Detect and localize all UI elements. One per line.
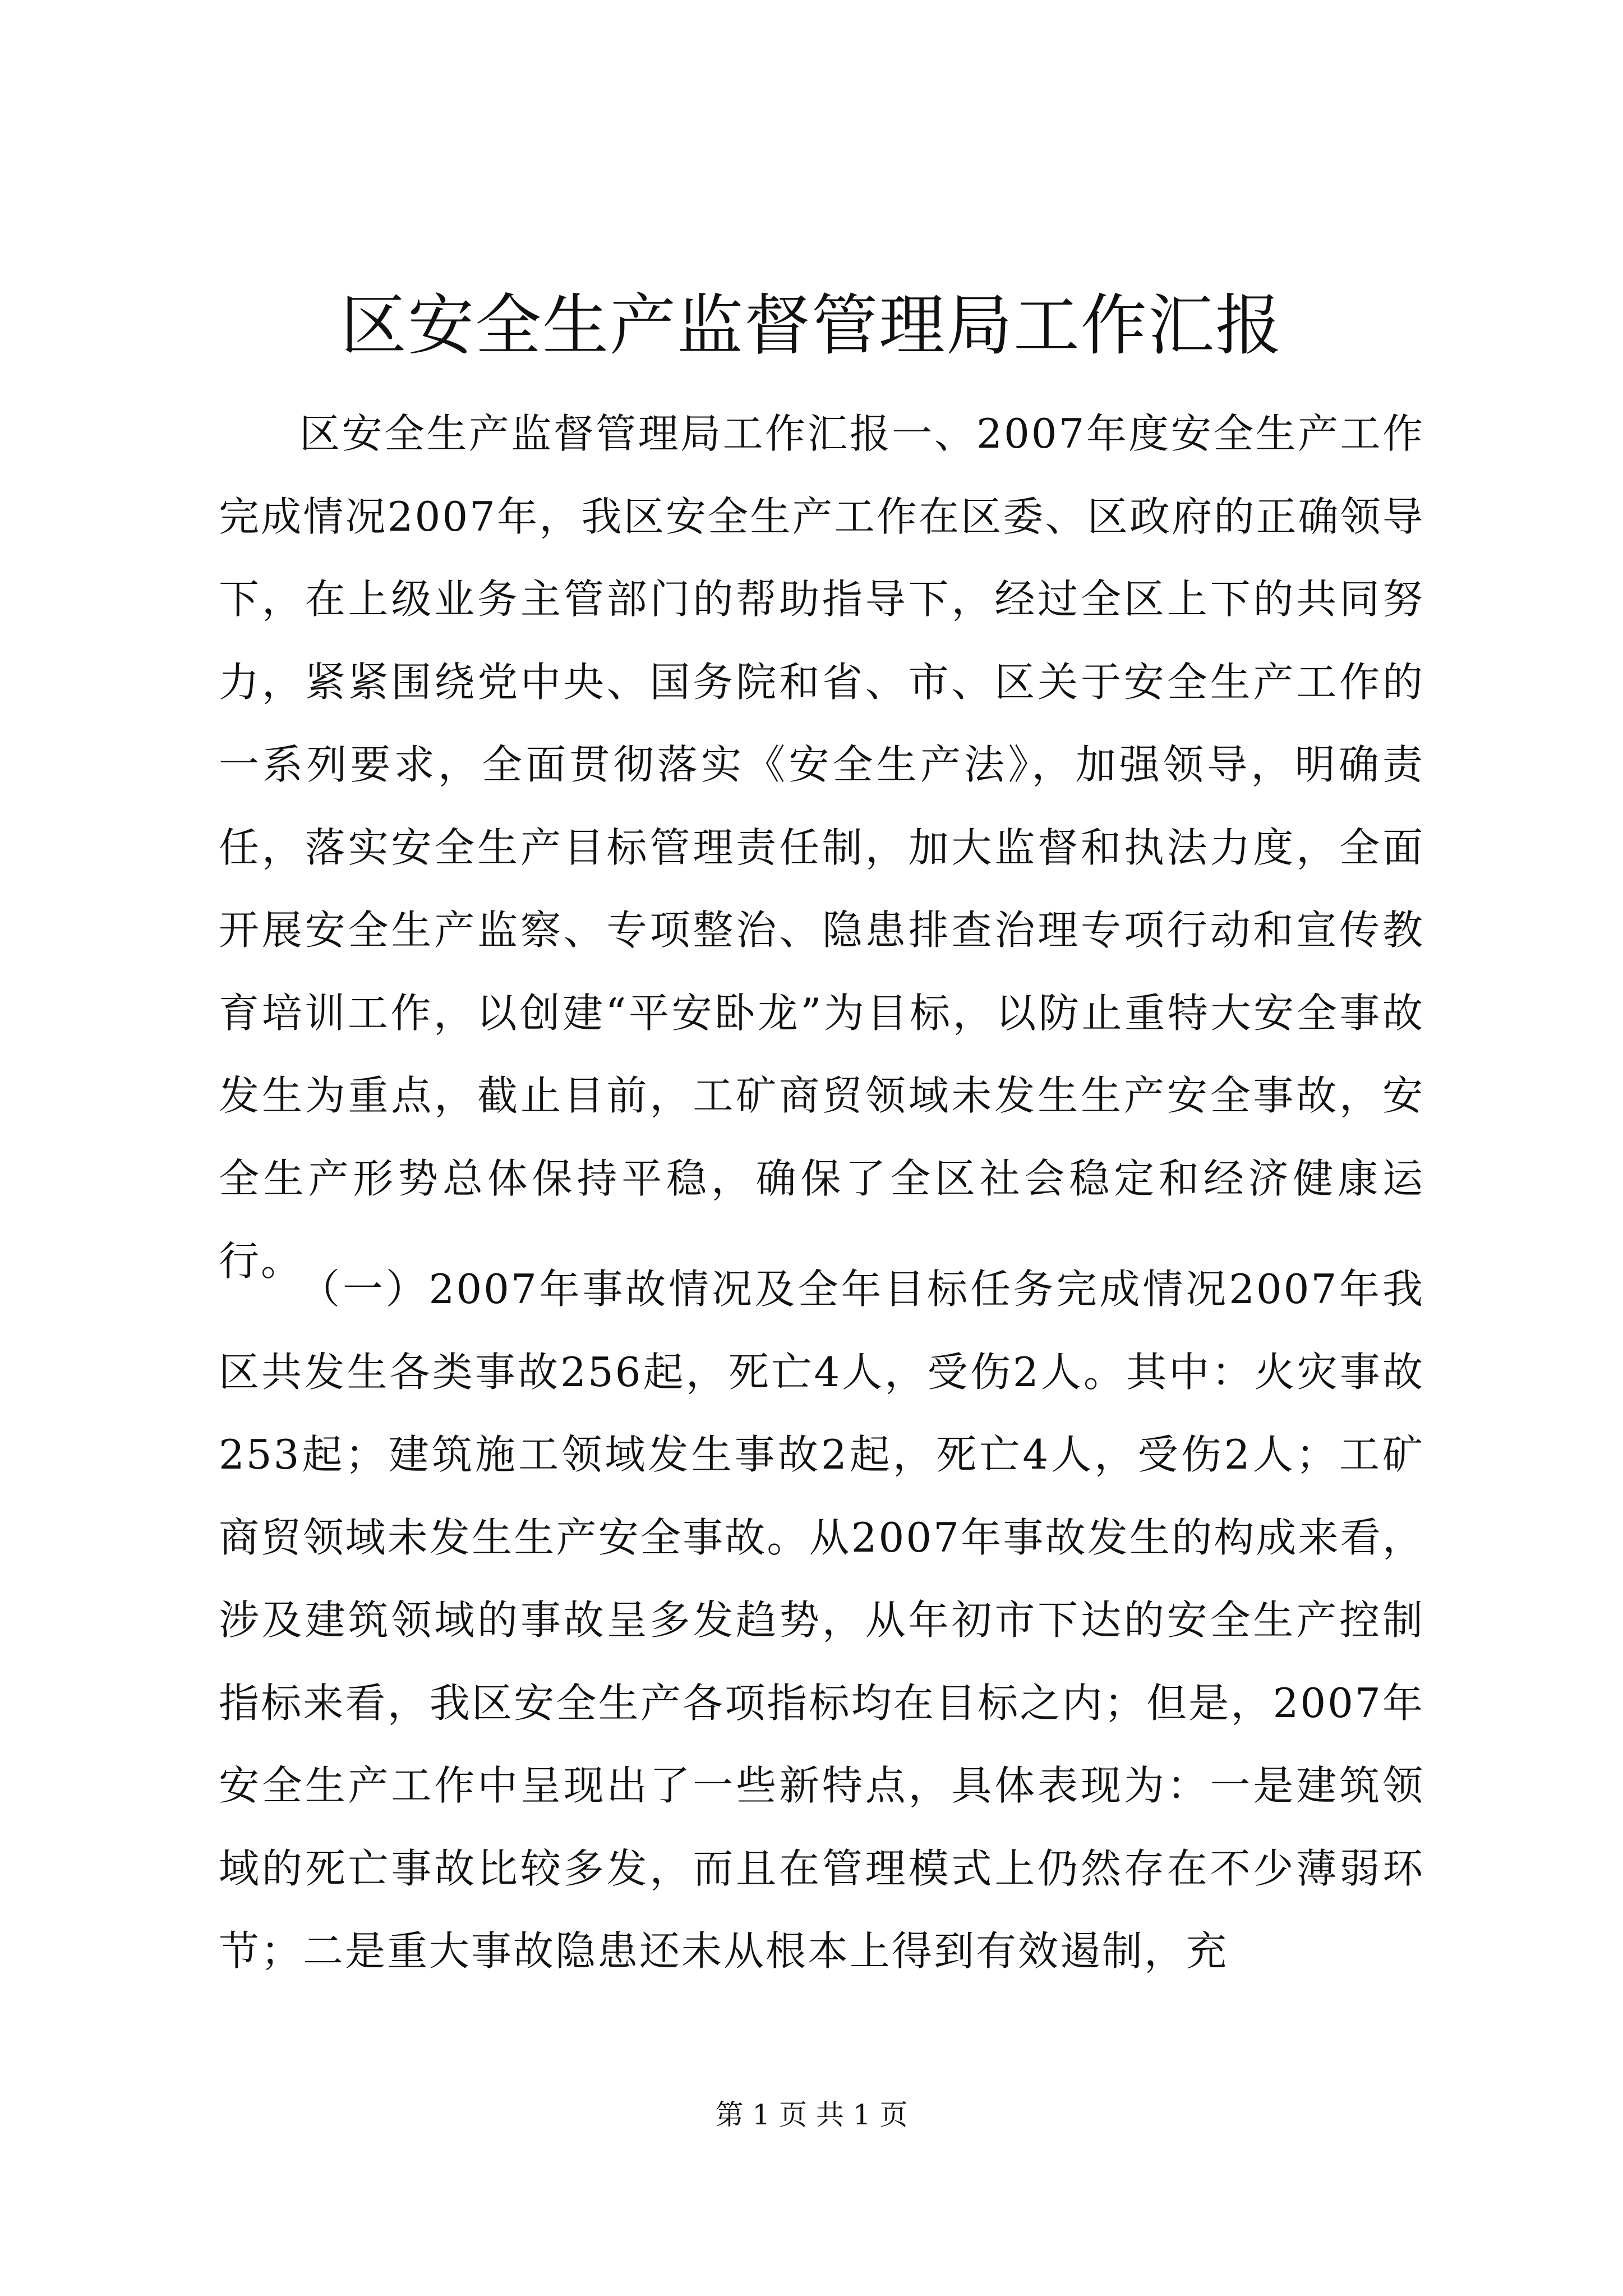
body-paragraph-block-1 <box>219 393 1424 1303</box>
body-paragraph: 区安全生产监督管理局工作汇报一、2007年度安全生产工作完成情况2007年，我区安全生产工作在区委、区政府的正确领导下，在上级业务主管部门的帮助指导下，经过全区上下的共同努力，紧紧围绕党中央、国务院和省、市、区关于安全生产工作的一系列要求，全面贯彻落实《安全生产法》，加强领导，明确责任，落实安全生产目标管理责任制，加大监督和执法力度，全面开展安全生产监察、专项整治、隐患排查治理专项行动和宣传教育培训工作，以创建“平安卧龙”为目标，以防止重特大安全事故发生为重点，截止目前，工矿商贸领域未发生生产安全事故，安全生产形势总体保持平稳，确保了全区社会稳定和经济健康运行。 <box>219 410 1424 1285</box>
page-footer: 第 1 页 共 1 页 <box>715 2099 908 2131</box>
body-paragraph: （一）2007年事故情况及全年目标任务完成情况2007年我区共发生各类事故256起，死亡4人，受伤2人。其中：火灾事故253起；建筑施工领域发生事故2起，死亡4人，受伤2人；工矿商贸领域未发生生产安全事故。从2007年事故发生的构成来看，涉及建筑领域的事故呈多发趋势，从年初市下达的安全生产控制指标来看，我区安全生产各项指标均在目标之内；但是，2007年安全生产工作中呈现出了一些新特点，具体表现为：一是建筑领域的死亡事故比较多发，而且在管理模式上仍然存在不少薄弱环节；二是重大事故隐患还未从根本上得到有效遏制，充 <box>219 1266 1424 1975</box>
document-title: 区安全生产监督管理局工作汇报 <box>340 287 1283 364</box>
body-paragraph-block-2 <box>219 1248 1424 1993</box>
